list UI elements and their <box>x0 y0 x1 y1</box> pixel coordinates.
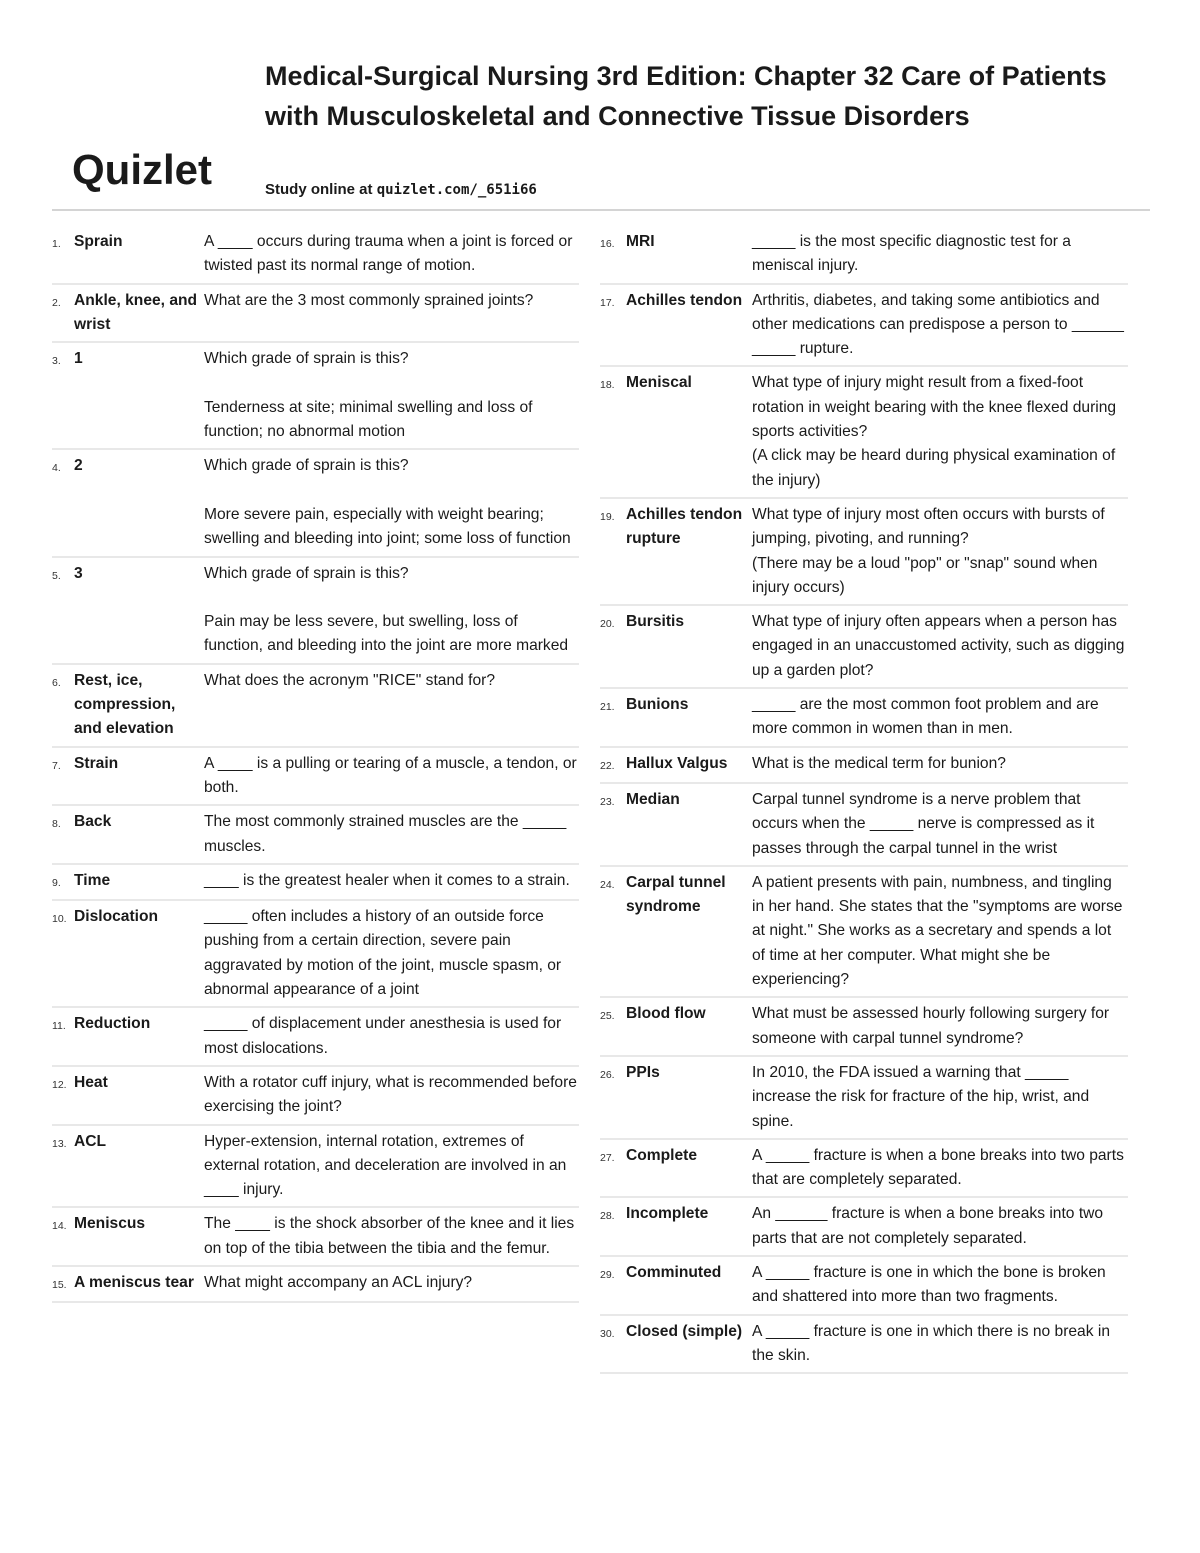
card-definition: Arthritis, diabetes, and taking some antibiotics and other medications can predispose a person to ______ _____ rupture. <box>752 291 1124 358</box>
card-term: Back <box>74 813 112 831</box>
card-term: Reduction <box>74 1015 151 1033</box>
card-number: 30. <box>600 1327 615 1340</box>
card-number: 17. <box>600 296 615 309</box>
card-term: Meniscus <box>74 1215 146 1233</box>
header-divider <box>52 209 1150 211</box>
card-term: Carpal tunnel syndrome <box>626 873 726 916</box>
card-term: Incomplete <box>626 1205 709 1223</box>
card-number: 22. <box>600 759 615 772</box>
card-term: 1 <box>74 350 83 368</box>
card-definition: A ____ occurs during trauma when a joint is forced or twisted past its normal range of motion. <box>204 233 573 275</box>
card-term: Time <box>74 871 111 889</box>
card-term: Dislocation <box>74 908 159 926</box>
flashcard-row <box>52 226 579 285</box>
card-term: Blood flow <box>626 1005 706 1023</box>
card-number: 27. <box>600 1151 615 1164</box>
flashcard-row <box>600 606 1128 689</box>
card-number: 18. <box>600 379 615 392</box>
flashcard-row <box>52 343 579 450</box>
card-definition: A _____ fracture is when a bone breaks into two parts that are completely separated. <box>752 1146 1124 1189</box>
card-term: 3 <box>74 564 83 582</box>
quizlet-logo: Quizlet <box>72 146 213 193</box>
card-term: Heat <box>74 1073 108 1091</box>
card-definition: _____ of displacement under anesthesia is used for most dislocations. <box>204 1015 562 1057</box>
card-number: 28. <box>600 1210 615 1223</box>
card-definition: What type of injury might result from a fixed-foot rotation in weight bearing with the knee flexed during sports activities? (A click may be heard during physical examination of the injury) <box>752 374 1117 489</box>
flashcard-row <box>600 748 1128 784</box>
flashcard-row <box>52 865 579 901</box>
flashcard-row <box>52 901 579 1008</box>
flashcard-row <box>52 665 579 748</box>
card-number: 1. <box>52 238 61 250</box>
card-definition: Which grade of sprain is this? Tenderness at site; minimal swelling and loss of function; no abnormal motion <box>204 350 533 441</box>
card-term: Bursitis <box>626 613 685 631</box>
flashcard-row <box>600 1140 1128 1199</box>
card-term: Median <box>626 790 680 808</box>
flashcard-row <box>600 499 1128 606</box>
card-term: ACL <box>74 1132 107 1150</box>
card-term: Comminuted <box>626 1263 722 1281</box>
page-title: Medical-Surgical Nursing 3rd Edition: Chapter 32 Care of Patients with Musculoskeletal and Connective Tissue Disorders <box>265 61 1107 131</box>
flashcard-row <box>600 867 1128 998</box>
flashcard-row <box>600 367 1128 498</box>
card-term: Strain <box>74 754 119 772</box>
card-definition: What type of injury most often occurs with bursts of jumping, pivoting, and running? (There may be a loud "pop" or "snap" sound when injury occurs) <box>752 505 1105 596</box>
card-number: 11. <box>52 1020 66 1033</box>
flashcard-row <box>52 1067 579 1126</box>
card-definition: ____ is the greatest healer when it comes to a strain. <box>204 871 570 889</box>
flashcard-row <box>52 450 579 557</box>
study-online-line <box>265 181 537 198</box>
flashcard-row <box>600 998 1128 1057</box>
card-definition: Which grade of sprain is this? Pain may be less severe, but swelling, loss of function, and bleeding into the joint are more marked <box>204 564 569 655</box>
card-term: MRI <box>626 233 655 250</box>
flashcard-row <box>52 558 579 665</box>
card-term: Rest, ice, compression, and elevation <box>74 671 176 738</box>
card-number: 8. <box>52 818 61 831</box>
card-number: 3. <box>52 355 61 368</box>
flashcard-row <box>600 1057 1128 1140</box>
card-number: 16. <box>600 238 615 250</box>
card-definition: The most commonly strained muscles are the _____ muscles. <box>204 813 567 855</box>
flashcard-row <box>600 226 1128 285</box>
card-term: Complete <box>626 1146 698 1164</box>
flashcard-row <box>600 689 1128 748</box>
card-definition: The ____ is the shock absorber of the knee and it lies on top of the tibia between the tibia and the femur. <box>204 1215 575 1257</box>
card-definition: A patient presents with pain, numbness, and tingling in her hand. She states that the "symptoms are worse at night." She works as a secretary and spends a lot of time at her computer. What might she be experiencing? <box>752 873 1123 989</box>
card-number: 4. <box>52 462 61 475</box>
card-term: PPIs <box>626 1063 660 1081</box>
card-definition: A _____ fracture is one in which the bone is broken and shattered into more than two fragments. <box>752 1263 1106 1306</box>
card-definition: What must be assessed hourly following surgery for someone with carpal tunnel syndrome? <box>752 1005 1110 1047</box>
card-term: Meniscal <box>626 374 692 392</box>
card-definition: A ____ is a pulling or tearing of a muscle, a tendon, or both. <box>204 754 577 796</box>
card-definition: An ______ fracture is when a bone breaks into two parts that are not completely separated. <box>752 1205 1104 1247</box>
card-term: Achilles tendon <box>626 291 743 309</box>
flashcard-row <box>52 1267 579 1303</box>
card-number: 6. <box>52 676 61 689</box>
card-number: 2. <box>52 296 61 309</box>
card-number: 12. <box>52 1078 67 1091</box>
card-number: 29. <box>600 1268 615 1281</box>
card-definition: What is the medical term for bunion? <box>752 754 1006 772</box>
study-online-label: Study online at <box>265 181 377 198</box>
card-number: 10. <box>52 913 67 926</box>
card-term: Achilles tendon rupture <box>626 505 743 548</box>
card-definition: With a rotator cuff injury, what is recommended before exercising the joint? <box>204 1073 577 1116</box>
study-online-url[interactable]: quizlet.com/_651i66 <box>376 182 537 198</box>
card-number: 5. <box>52 569 61 582</box>
card-definition: Which grade of sprain is this? More severe pain, especially with weight bearing; swelling and bleeding into joint; some loss of function <box>204 457 571 548</box>
flashcard-row <box>52 1208 579 1267</box>
card-definition: Hyper-extension, internal rotation, extremes of external rotation, and deceleration are involved in an ____ injury. <box>204 1132 567 1199</box>
card-number: 20. <box>600 618 615 631</box>
card-number: 26. <box>600 1068 615 1081</box>
card-number: 7. <box>52 759 61 772</box>
card-number: 13. <box>52 1137 67 1150</box>
card-number: 25. <box>600 1010 615 1023</box>
card-definition: What might accompany an ACL injury? <box>204 1273 473 1291</box>
card-definition: In 2010, the FDA issued a warning that _____ increase the risk for fracture of the hip, wrist, and spine. <box>752 1063 1090 1130</box>
flashcard-row <box>52 806 579 865</box>
flashcard-row <box>600 1257 1128 1316</box>
card-term: Ankle, knee, and wrist <box>74 291 198 333</box>
card-number: 15. <box>52 1278 67 1291</box>
card-definition: What does the acronym "RICE" stand for? <box>204 671 496 689</box>
card-definition: _____ often includes a history of an outside force pushing from a certain direction, severe pain aggravated by motion of the joint, muscle spasm, or abnormal appearance of a joint <box>204 908 562 999</box>
flashcard-row <box>600 285 1128 368</box>
card-definition: _____ is the most specific diagnostic test for a meniscal injury. <box>752 233 1071 275</box>
card-definition: What are the 3 most commonly sprained joints? <box>204 291 534 309</box>
card-number: 19. <box>600 510 615 523</box>
card-number: 9. <box>52 876 61 889</box>
card-number: 21. <box>600 701 615 714</box>
card-term: Sprain <box>74 233 123 250</box>
flashcard-row <box>600 784 1128 867</box>
flashcard-row <box>52 285 579 344</box>
card-number: 23. <box>600 795 615 808</box>
left-card-column <box>52 226 579 1303</box>
card-term: A meniscus tear <box>74 1273 194 1291</box>
card-term: 2 <box>74 457 83 475</box>
flashcard-row <box>52 1126 579 1209</box>
flashcard-row <box>600 1316 1128 1375</box>
card-definition: Carpal tunnel syndrome is a nerve problem that occurs when the _____ nerve is compressed as it passes through the carpal tunnel in the wrist <box>752 790 1095 857</box>
card-term: Bunions <box>626 696 689 714</box>
card-definition: A _____ fracture is one in which there is no break in the skin. <box>752 1322 1111 1364</box>
card-number: 24. <box>600 878 615 891</box>
card-term: Closed (simple) <box>626 1322 743 1340</box>
card-definition: _____ are the most common foot problem and are more common in women than in men. <box>752 696 1099 738</box>
card-number: 14. <box>52 1220 67 1233</box>
flashcard-row <box>52 1008 579 1067</box>
flashcard-row <box>600 1198 1128 1257</box>
right-card-column <box>600 226 1128 1374</box>
card-term: Hallux Valgus <box>626 754 728 772</box>
flashcard-row <box>52 748 579 807</box>
card-definition: What type of injury often appears when a person has engaged in an unaccustomed activity, such as digging up a garden plot? <box>752 613 1125 679</box>
